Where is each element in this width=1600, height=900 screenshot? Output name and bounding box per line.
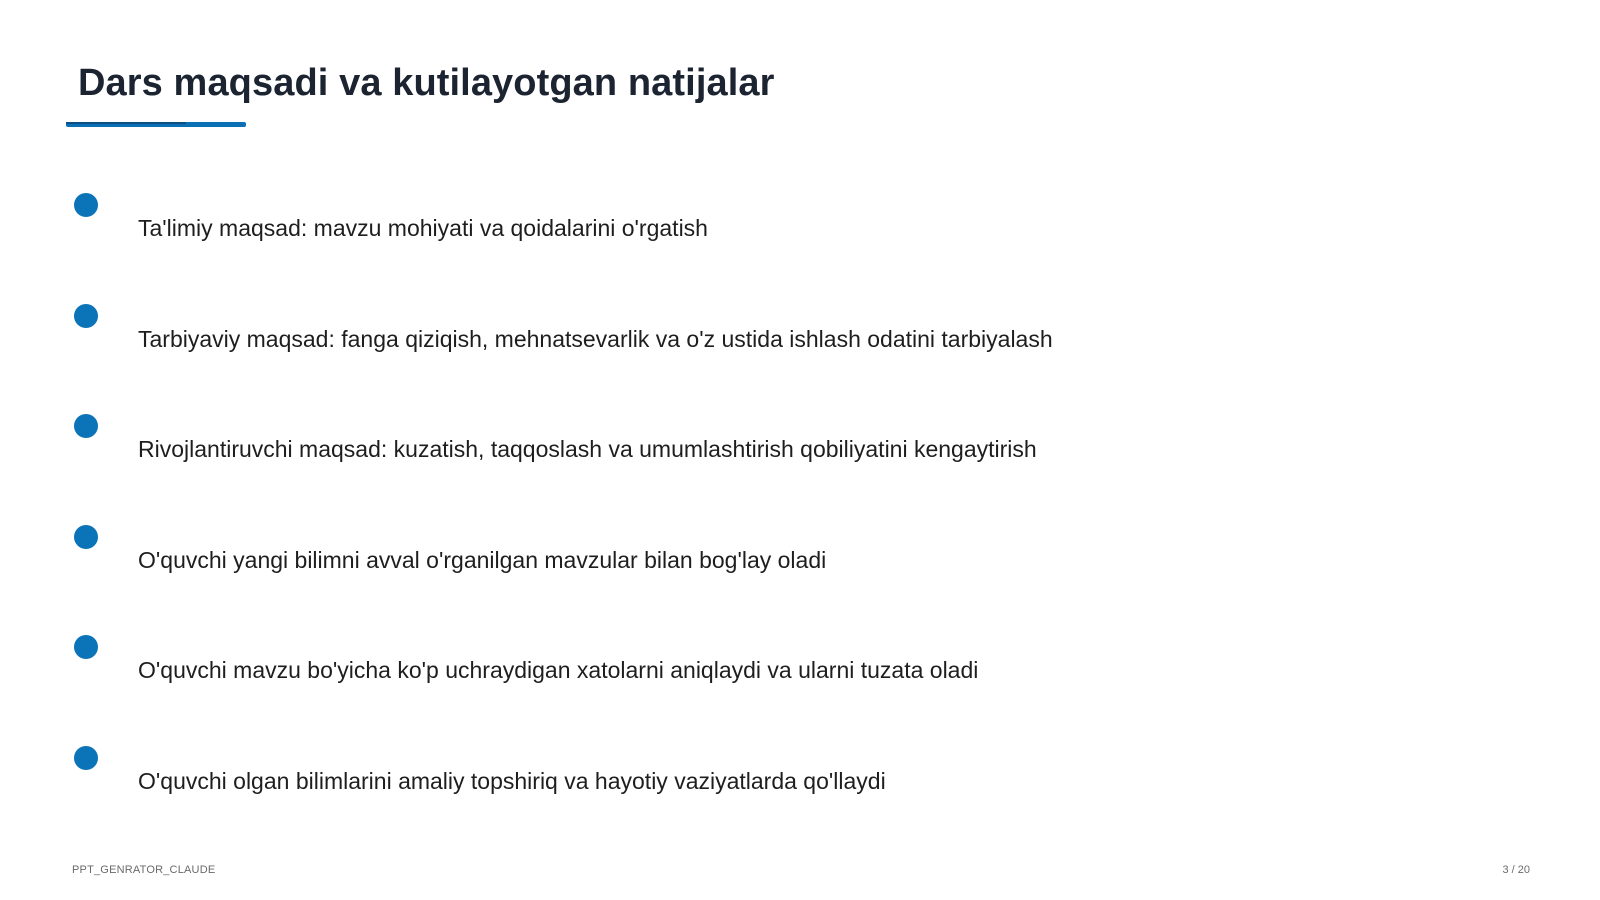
bullet-text: Rivojlantiruvchi maqsad: kuzatish, taqqoslash va umumlashtirish qobiliyatini kengaytirish [138,436,1037,462]
bullet-item [74,746,1274,826]
page-indicator: 3 / 20 [1502,864,1530,876]
bullet-dot-icon [74,304,98,328]
bullet-dot-icon [74,525,98,549]
bullet-dot-icon [74,746,98,770]
bullet-item [74,525,1274,605]
bullet-dot-icon [74,193,98,217]
slide-title: Dars maqsadi va kutilayotgan natijalar [78,62,775,104]
bullet-item [74,304,1274,384]
bullet-item [74,193,1274,273]
footer-brand: PPT_GENRATOR_CLAUDE [72,864,216,876]
bullet-dot-icon [74,635,98,659]
bullet-item [74,635,1274,715]
bullet-text: O'quvchi yangi bilimni avval o'rganilgan mavzular bilan bog'lay oladi [138,547,827,573]
bullet-dot-icon [74,414,98,438]
bullet-item [74,414,1274,494]
bullet-text: O'quvchi mavzu bo'yicha ko'p uchraydigan xatolarni aniqlaydi va ularni tuzata oladi [138,657,979,683]
bullet-text: O'quvchi olgan bilimlarini amaliy topshiriq va hayotiy vaziyatlarda qo'llaydi [138,768,886,794]
title-underline-accent [66,122,186,124]
bullet-text: Tarbiyaviy maqsad: fanga qiziqish, mehnatsevarlik va o'z ustida ishlash odatini tarbiyalash [138,326,1053,352]
bullet-text: Ta'limiy maqsad: mavzu mohiyati va qoidalarini o'rgatish [138,215,708,241]
